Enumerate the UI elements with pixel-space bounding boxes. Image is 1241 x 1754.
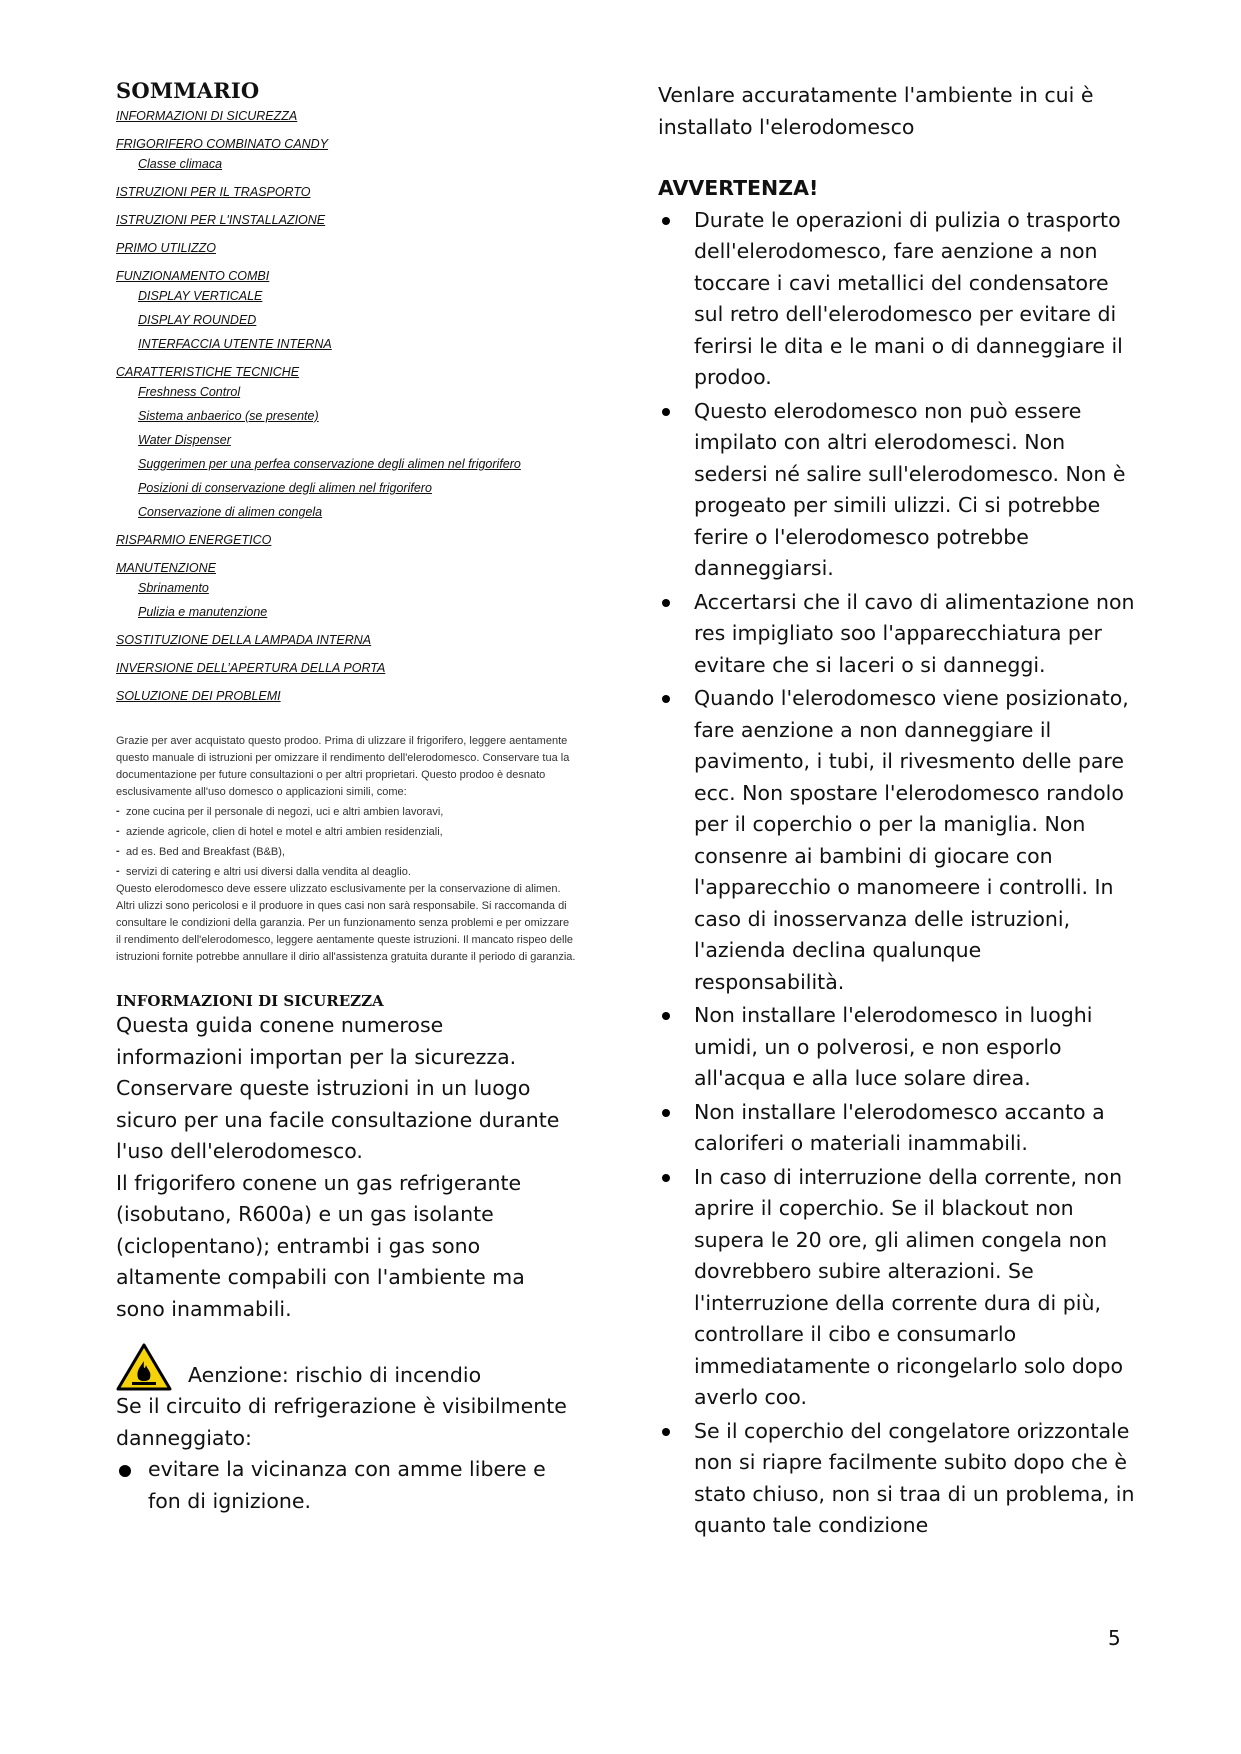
toc-sublink[interactable]: Posizioni di conservazione degli alimen nel frigorifero: [138, 481, 432, 495]
gas-paragraph: Il frigorifero conene un gas refrigerante (isobutano, R600a) e un gas isolante (ciclopentano); entrambi i gas sono altamente compabili con l'ambiente ma sono inammabili.: [116, 1170, 525, 1321]
toc-sublink[interactable]: Suggerimen per una perfea conservazione degli alimen nel frigorifero: [138, 457, 521, 471]
circuit-bullet: evitare la vicinanza con amme libere e fon di ignizione.: [116, 1454, 576, 1517]
toc-link[interactable]: INVERSIONE DELL’APERTURA DELLA PORTA: [116, 661, 386, 675]
list-item: Accertarsi che il cavo di alimentazione non res impigliato soo l'apparecchiatura per evitare che si laceri o si danneggi.: [658, 587, 1138, 682]
toc-sublink[interactable]: Freshness Control: [138, 385, 241, 399]
right-column: [658, 80, 1138, 1544]
toc-sublink[interactable]: Classe climaca: [138, 157, 223, 171]
toc-sublink[interactable]: Conservazione di alimen congela: [138, 505, 323, 519]
list-item: Quando l'elerodomesco viene posizionato, fare aenzione a non danneggiare il pavimento, i tubi, il rivesmento delle pare ecc. Non spostare l'elerodomesco randolo per il coperchio o per la maniglia. Non consenre ai bambini di giocare con l'apparecchio o manomeere i controlli. In caso di inosservanza delle istruzioni, l'azienda declina qualunque responsabilità.: [658, 683, 1138, 998]
toc-link[interactable]: SOLUZIONE DEI PROBLEMI: [116, 689, 281, 703]
list-item: Questo elerodomesco non può essere impilato con altri elerodomesci. Non sedersi né salire sull'elerodomesco. Non è progeato per simili ulizzi. Ci si potrebbe ferire o l'elerodomesco potrebbe danneggiarsi.: [658, 396, 1138, 585]
toc-link[interactable]: SOSTITUZIONE DELLA LAMPADA INTERNA: [116, 633, 372, 647]
toc-link[interactable]: FUNZIONAMENTO COMBI: [116, 269, 270, 283]
toc-title: SOMMARIO: [116, 78, 260, 103]
fire-warning: [116, 1343, 576, 1391]
list-item: - ad es. Bed and Breakfast (B&B),: [116, 844, 576, 861]
toc-link[interactable]: MANUTENZIONE: [116, 561, 216, 575]
fire-warning-text: Aenzione: rischio di incendio: [188, 1362, 482, 1387]
list-item: - aziende agricole, clien di hotel e motel e altri ambien residenziali,: [116, 824, 576, 841]
list-item: Non installare l'elerodomesco accanto a caloriferi o materiali inammabili.: [658, 1097, 1138, 1160]
toc-sublink[interactable]: Pulizia e manutenzione: [138, 605, 268, 619]
toc-sublink[interactable]: Sbrinamento: [138, 581, 209, 595]
warning-heading: AVVERTENZA!: [658, 176, 819, 200]
toc-sublink[interactable]: DISPLAY VERTICALE: [138, 289, 263, 303]
warning-list: [658, 205, 1138, 1542]
ventilation-text: Venlare accuratamente l'ambiente in cui è installato l'elerodomesco: [658, 83, 1094, 139]
left-column: [116, 78, 576, 1517]
toc-sublink[interactable]: DISPLAY ROUNDED: [138, 313, 257, 327]
toc-link[interactable]: CARATTERISTICHE TECNICHE: [116, 365, 300, 379]
intro-paragraph-2: Questo elerodomesco deve essere ulizzato esclusivamente per la conservazione di alimen. Altri ulizzi sono pericolosi e il produore in ques casi non sarà responsabile. Si raccomanda di consultare le condizioni della garanzia. Per un funzionamento senza problemi e per omizzare il rendimento dell'elerodomesco, leggere aentamente queste istruzioni. Il mancato rispeo delle istruzioni fornite potrebbe annullare il dirio all'assistenza gratuita durante il periodo di garanzia.: [116, 883, 576, 963]
intro-paragraph: Grazie per aver acquistato questo prodoo. Prima di ulizzare il frigorifero, leggere aentamente questo manuale di istruzioni per omizzare il rendimento dell'elerodomesco. Conservare tua la documentazione per future consultazioni o per altri proprietari. Questo prodoo è desnato esclusivamente all'uso domesco o applicazioni simili, come:: [116, 735, 570, 798]
circuit-text: Se il circuito di refrigerazione è visibilmente danneggiato:: [116, 1394, 567, 1450]
intro-usage-list: [116, 804, 576, 881]
toc-link[interactable]: PRIMO UTILIZZO: [116, 241, 216, 255]
intro-text: [116, 733, 576, 966]
list-item: - zone cucina per il personale di negozi, uci e altri ambien lavoravi,: [116, 804, 576, 821]
safety-heading: INFORMAZIONI DI SICUREZZA: [116, 992, 384, 1010]
toc-sublink[interactable]: Water Dispenser: [138, 433, 231, 447]
list-item: In caso di interruzione della corrente, non aprire il coperchio. Se il blackout non supera le 20 ore, gli alimen congela non dovrebbero subire alterazioni. Se l'interruzione della corrente dura di più, controllare il cibo e consumarlo immediatamente o ricongelarlo solo dopo averlo coo.: [658, 1162, 1138, 1414]
list-item: Non installare l'elerodomesco in luoghi umidi, un o polverosi, e non esporlo all'acqua e alla luce solare direa.: [658, 1000, 1138, 1095]
toc-sublink[interactable]: INTERFACCIA UTENTE INTERNA: [138, 337, 332, 351]
safety-paragraph: Questa guida conene numerose informazioni importan per la sicurezza. Conservare queste istruzioni in un luogo sicuro per una facile consultazione durante l'uso dell'elerodomesco.: [116, 1013, 560, 1163]
toc-link[interactable]: FRIGORIFERO COMBINATO CANDY: [116, 137, 329, 151]
list-item: Se il coperchio del congelatore orizzontale non si riapre facilmente subito dopo che è stato chiuso, non si traa di un problema, in quanto tale condizione: [658, 1416, 1138, 1542]
toc-link[interactable]: INFORMAZIONI DI SICUREZZA: [116, 109, 298, 123]
list-item: Durate le operazioni di pulizia o trasporto dell'elerodomesco, fare aenzione a non toccare i cavi metallici del condensatore sul retro dell'elerodomesco per evitare di ferirsi le dita e le mani o di danneggiare il prodoo.: [658, 205, 1138, 394]
list-item: - servizi di catering e altri usi diversi dalla vendita al deaglio.: [116, 864, 576, 881]
flammable-warning-icon: [116, 1343, 172, 1391]
table-of-contents: [116, 109, 576, 703]
toc-link[interactable]: ISTRUZIONI PER IL TRASPORTO: [116, 185, 311, 199]
toc-link[interactable]: RISPARMIO ENERGETICO: [116, 533, 272, 547]
toc-link[interactable]: ISTRUZIONI PER L'INSTALLAZIONE: [116, 213, 326, 227]
page-number: 5: [1108, 1626, 1121, 1650]
toc-sublink[interactable]: Sistema anbaerico (se presente): [138, 409, 319, 423]
